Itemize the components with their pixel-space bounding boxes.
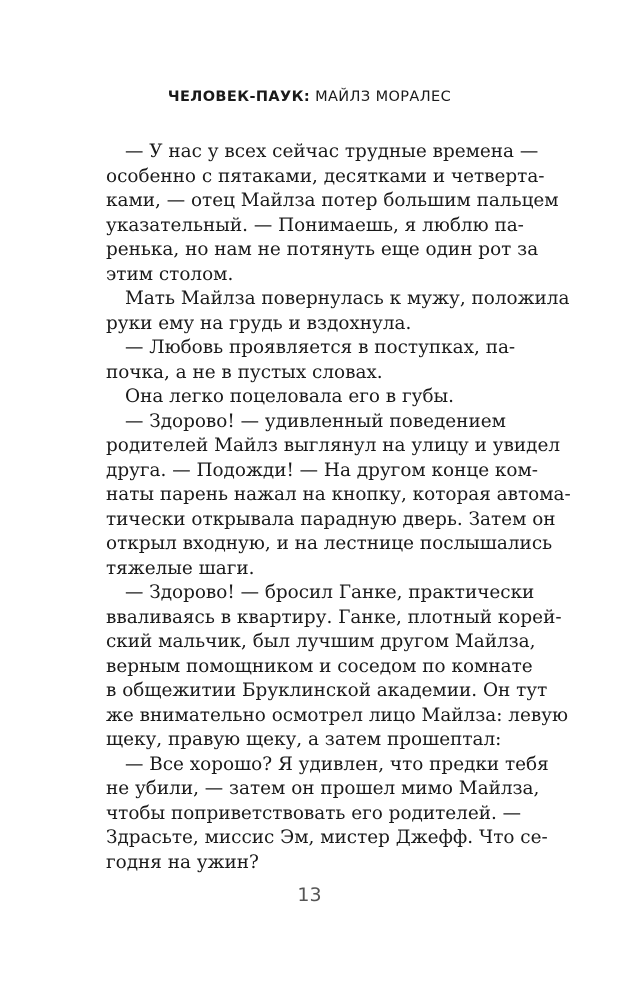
text-line: — Здорово! — удивленный поведением	[125, 410, 506, 432]
series-title: ЧЕЛОВЕК-ПАУК:	[167, 89, 311, 105]
page-number: 13	[297, 884, 322, 906]
text-line: почка, а не в пустых словах.	[106, 361, 383, 383]
text-line: не убили, — затем он прошел мимо Майлза,	[106, 778, 540, 799]
text-line: — У нас у всех сейчас трудные времена —	[125, 141, 539, 162]
book-title: МАЙЛЗ МОРАЛЕС	[315, 89, 452, 105]
text-line: ский мальчик, был лучшим другом Майлза,	[106, 631, 536, 652]
text-line: ренька, но нам не потянуть еще один рот за	[106, 239, 539, 260]
text-line: в общежитии Бруклинской академии. Он тут	[106, 680, 548, 701]
text-line: Мать Майлза повернулась к мужу, положила	[125, 288, 570, 309]
text-line: щеку, правую щеку, а затем прошептал:	[106, 729, 502, 750]
text-line: особенно с пятаками, десятками и четверта-	[106, 165, 545, 187]
text-line: тяжелые шаги.	[106, 557, 255, 579]
text-line: наты парень нажал на кнопку, которая автома-	[106, 484, 571, 505]
text-line: Она легко поцеловала его в губы.	[125, 386, 455, 407]
text-line: вваливаясь в квартиру. Ганке, плотный корей-	[106, 606, 562, 628]
text-line: же внимательно осмотрел лицо Майлза: левую	[106, 704, 569, 726]
text-line: — Все хорошо? Я удивлен, что предки тебя	[125, 753, 549, 775]
text-line: этим столом.	[106, 263, 234, 285]
text-line: чтобы поприветствовать его родителей. —	[106, 802, 522, 824]
text-line: руки ему на грудь и вздохнула.	[106, 312, 412, 334]
text-line: ками, — отец Майлза потер большим пальцем	[106, 190, 559, 211]
text-line: указательный. — Понимаешь, я люблю па-	[106, 214, 524, 236]
text-line: — Любовь проявляется в поступках, па-	[125, 337, 516, 358]
text-line: — Здорово! — бросил Ганке, практически	[125, 582, 535, 603]
text-line: Здрасьте, миссис Эм, мистер Джефф. Что се-	[106, 827, 548, 848]
running-header	[0, 89, 619, 105]
text-line: друга. — Подожди! — На другом конце ком-	[106, 459, 539, 481]
text-line: родителей Майлз выглянул на улицу и увидел	[106, 435, 561, 456]
text-line: годня на ужин?	[106, 851, 259, 873]
text-line: верным помощником и соседом по комнате	[106, 655, 533, 677]
text-line: тически открывала парадную дверь. Затем он	[106, 508, 556, 530]
text-line: открыл входную, и на лестнице послышались	[106, 533, 553, 554]
